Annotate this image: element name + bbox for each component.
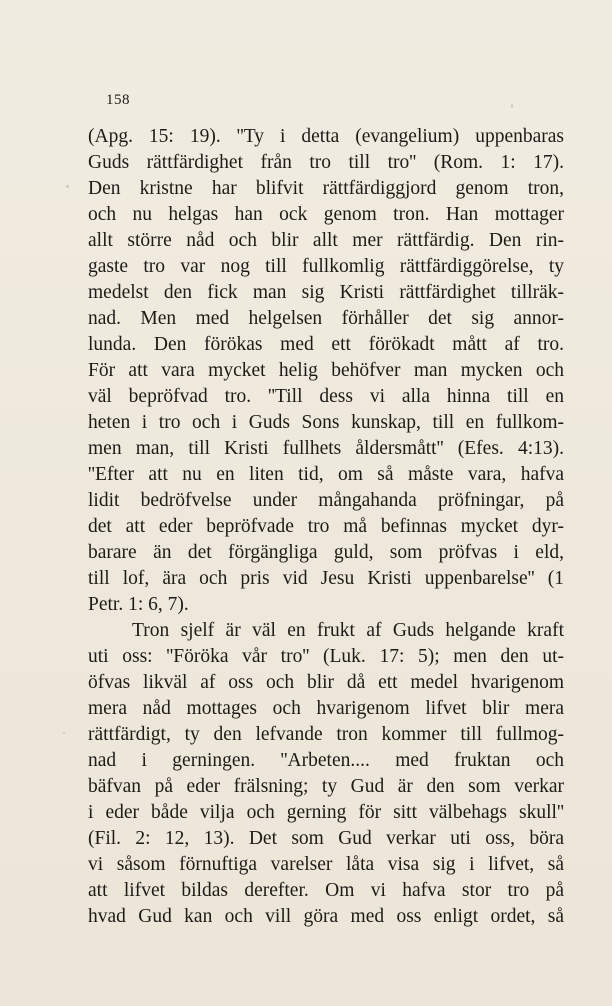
text-line: barare än det förgängliga guld, som pröfvas i eld, [88, 542, 564, 563]
text-line: vi såsom förnuftiga varelser låta visa sig i lifvet, så [88, 854, 564, 875]
text-line: nad i gerningen. ''Arbeten.... med fruktan och [88, 750, 564, 771]
text-line: lidit bedröfvelse under mångahanda pröfningar, på [88, 490, 564, 511]
text-line: gaste tro var nog till fullkomlig rättfärdiggörelse, ty [88, 256, 564, 277]
text-line: För att vara mycket helig behöfver man mycken och [88, 360, 564, 381]
text-line: Tron sjelf är väl en frukt af Guds helgande kraft [132, 620, 564, 641]
text-line: hvad Gud kan och vill göra med oss enligt ordet, så [88, 906, 564, 927]
text-line: ''Efter att nu en liten tid, om så måste vara, hafva [88, 464, 564, 485]
text-line: heten i tro och i Guds Sons kunskap, till en fullkom- [88, 412, 564, 433]
text-line: bäfvan på eder frälsning; ty Gud är den som verkar [88, 776, 564, 797]
text-line: rättfärdigt, ty den lefvande tron kommer till fullmog- [88, 724, 564, 745]
text-line: allt större nåd och blir allt mer rättfärdig. Den rin- [88, 230, 564, 251]
text-line: lunda. Den förökas med ett förökadt mått af tro. [88, 334, 564, 355]
text-line: uti oss: ''Föröka vår tro'' (Luk. 17: 5); men den ut- [88, 646, 564, 667]
text-line: och nu helgas han ock genom tron. Han mottager [88, 204, 564, 225]
text-line: det att eder bepröfvade tro må befinnas mycket dyr- [88, 516, 564, 537]
text-line: att lifvet bildas derefter. Om vi hafva stor tro på [88, 880, 564, 901]
text-line: Petr. 1: 6, 7). [88, 594, 189, 615]
page-number: 158 [106, 92, 130, 108]
text-line: till lof, ära och pris vid Jesu Kristi uppenbarelse'' (1 [88, 568, 564, 589]
text-line: väl bepröfvad tro. ''Till dess vi alla hinna till en [88, 386, 564, 407]
text-line: i eder både vilja och gerning för sitt välbehags skull'' [88, 802, 564, 823]
text-line: öfvas likväl af oss och blir då ett medel hvarigenom [88, 672, 564, 693]
paper-speck [511, 104, 513, 108]
text-line: men man, till Kristi fullhets åldersmått'' (Efes. 4:13). [88, 438, 564, 459]
paper-speck [63, 732, 65, 734]
text-line: mera nåd mottages och hvarigenom lifvet blir mera [88, 698, 564, 719]
text-line: medelst den fick man sig Kristi rättfärdighet tillräk- [88, 282, 564, 303]
paper-speck [66, 185, 69, 188]
text-line: nad. Men med helgelsen förhåller det sig annor- [88, 308, 564, 329]
text-line: Guds rättfärdighet från tro till tro'' (Rom. 1: 17). [88, 152, 564, 173]
text-line: (Fil. 2: 12, 13). Det som Gud verkar uti oss, böra [88, 828, 564, 849]
text-line: Den kristne har blifvit rättfärdiggjord genom tron, [88, 178, 564, 199]
text-line: (Apg. 15: 19). ''Ty i detta (evangelium) uppenbaras [88, 126, 564, 147]
